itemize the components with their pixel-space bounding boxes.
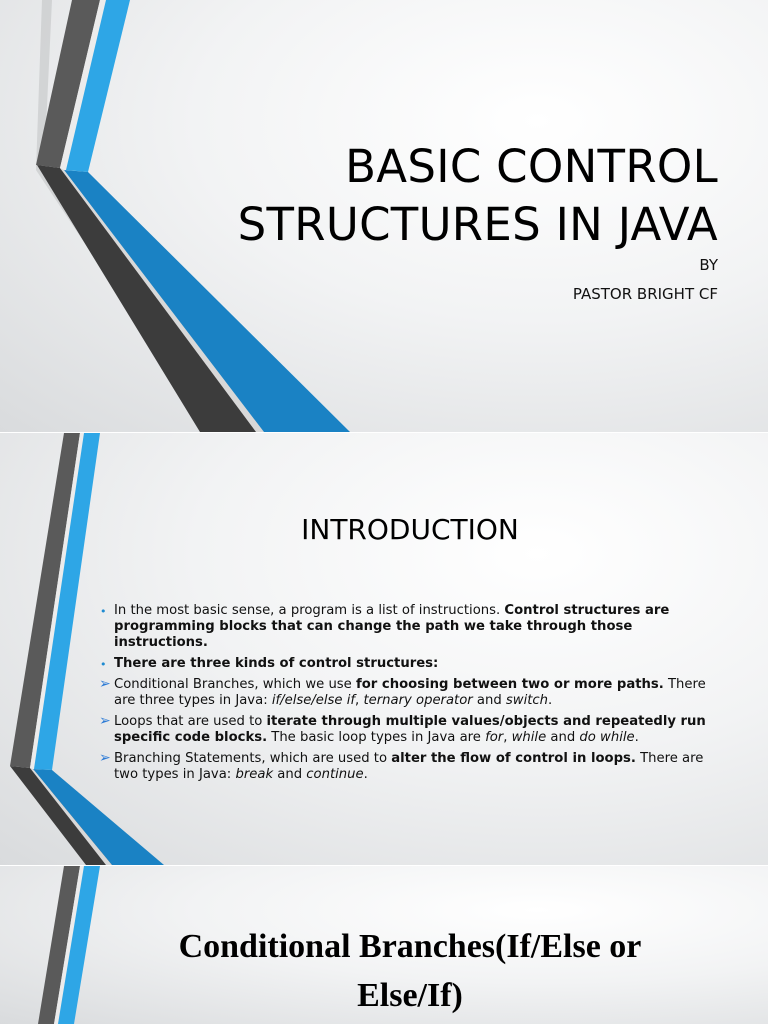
item-text: , bbox=[503, 730, 512, 745]
item-text: Loops that are used to bbox=[114, 714, 267, 729]
bullet-icon: • bbox=[100, 658, 107, 671]
item-italic-text: ternary operator bbox=[363, 693, 473, 708]
arrow-bullet-icon: ➢ bbox=[99, 676, 111, 692]
item-text: . bbox=[634, 730, 639, 745]
item-italic-text: continue bbox=[306, 767, 364, 782]
item-text: There are two types in Java: bbox=[114, 751, 704, 782]
item-italic-text: switch bbox=[505, 693, 549, 708]
item-text: . bbox=[363, 767, 368, 782]
slide-title: INTRODUCTION bbox=[301, 513, 519, 546]
list-item bbox=[99, 677, 711, 709]
item-text: , bbox=[355, 693, 364, 708]
item-bold-text: for choosing between two or more paths. bbox=[356, 677, 664, 692]
arrow-bullet-icon: ➢ bbox=[99, 750, 111, 766]
title-line-2: Else/If) bbox=[357, 977, 463, 1014]
item-bold-text: Control structures are programming blocks that can change the path we take through those instructions. bbox=[114, 603, 670, 650]
bullet-list bbox=[99, 603, 711, 788]
item-text: Branching Statements, which are used to bbox=[114, 751, 392, 766]
item-bold-text: alter the flow of control in loops. bbox=[391, 751, 636, 766]
arrow-bullet-icon: ➢ bbox=[99, 713, 111, 729]
title-line-1: BASIC CONTROL bbox=[345, 140, 718, 193]
item-text: . bbox=[548, 693, 553, 708]
item-bold-text: There are three kinds of control structures: bbox=[114, 656, 439, 671]
item-text: and bbox=[546, 730, 580, 745]
item-italic-text: while bbox=[511, 730, 547, 745]
list-item bbox=[99, 714, 711, 746]
list-item bbox=[99, 603, 711, 651]
introduction-slide[interactable] bbox=[0, 433, 768, 865]
byline-label: BY bbox=[699, 256, 718, 274]
item-italic-text: for bbox=[485, 730, 504, 745]
item-text: There are three types in Java: bbox=[114, 677, 706, 708]
item-italic-text: if/else/else if bbox=[271, 693, 356, 708]
title-line-2: STRUCTURES IN JAVA bbox=[237, 198, 718, 251]
item-italic-text: do while bbox=[579, 730, 635, 745]
item-text: The basic loop types in Java are bbox=[267, 730, 486, 745]
slide-title bbox=[158, 138, 718, 254]
item-text: Conditional Branches, which we use bbox=[114, 677, 356, 692]
item-text: and bbox=[472, 693, 506, 708]
item-bold-text: iterate through multiple values/objects and repeatedly run specific code blocks. bbox=[114, 714, 706, 745]
title-slide[interactable] bbox=[0, 0, 768, 432]
list-item bbox=[99, 751, 711, 783]
item-text: and bbox=[273, 767, 307, 782]
conditional-branches-slide[interactable] bbox=[0, 866, 768, 1024]
slide-title bbox=[140, 922, 680, 1020]
list-item bbox=[99, 656, 711, 672]
title-line-1: Conditional Branches(If/Else or bbox=[178, 928, 642, 965]
bullet-icon: • bbox=[100, 605, 107, 618]
item-text: In the most basic sense, a program is a list of instructions. bbox=[114, 603, 505, 618]
item-italic-text: break bbox=[235, 767, 274, 782]
author-name: PASTOR BRIGHT CF bbox=[572, 285, 718, 303]
